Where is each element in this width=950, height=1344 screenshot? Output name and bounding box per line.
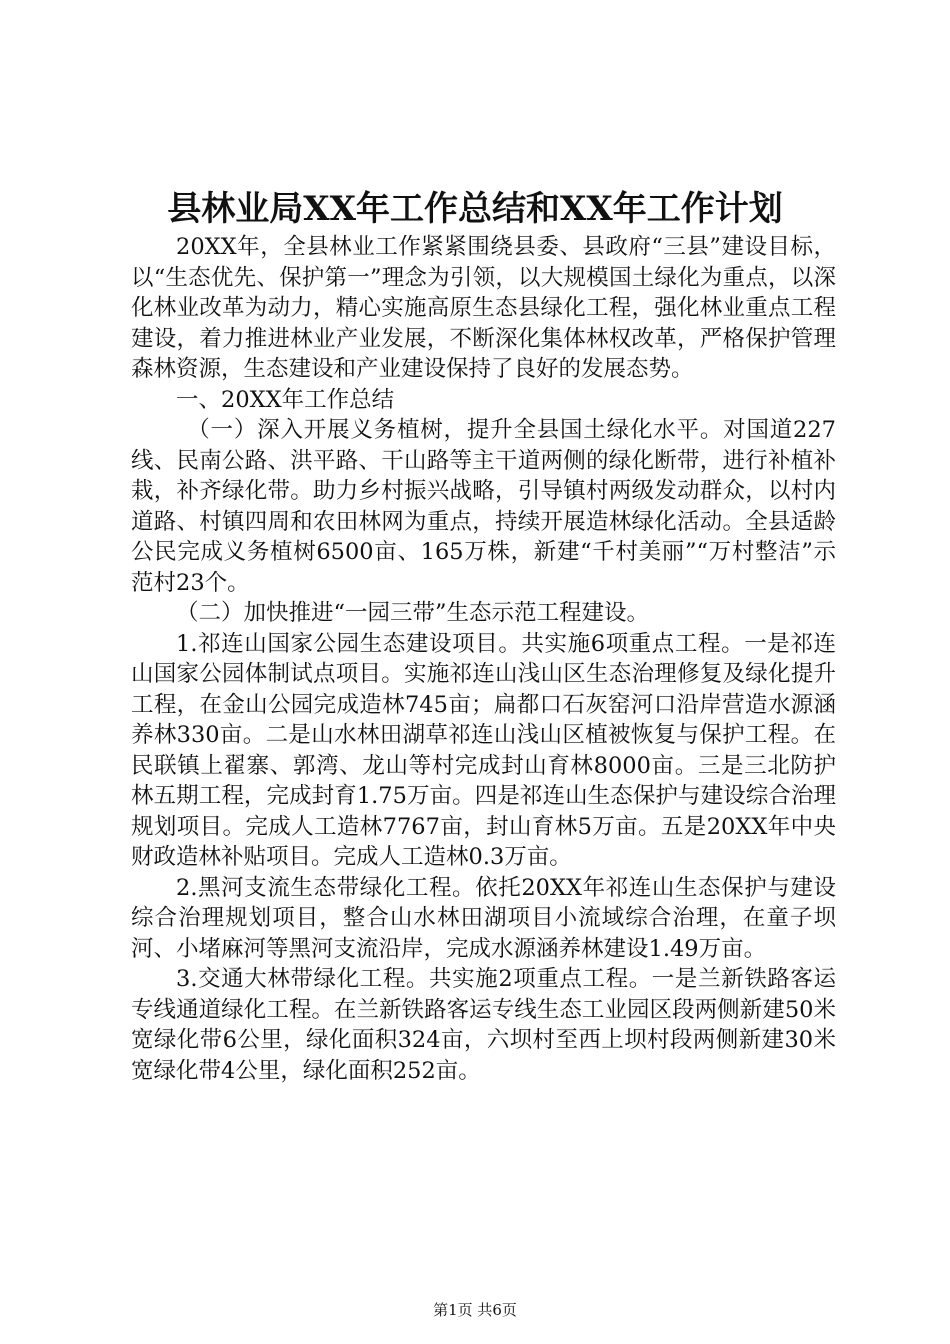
paragraph-tree-planting: （一）深入开展义务植树，提升全县国土绿化水平。对国道227线、民南公路、洪平路、干山路等主干道两侧的绿化断带，进行补植补栽，补齐绿化带。助力乡村振兴战略，引导镇村两级发动群众，以村内道路、村镇四周和农田林网为重点，持续开展造林绿化活动。全县适龄公民完成义务植树6500亩、165万株，新建“千村美丽”“万村整洁”示范村23个。	[131, 417, 836, 596]
document-body	[131, 232, 836, 1086]
page-footer: 第1页 共6页	[433, 1301, 517, 1319]
paragraph-item-1: 1.祁连山国家公园生态建设项目。共实施6项重点工程。一是祁连山国家公园体制试点项目。实施祁连山浅山区生态治理修复及绿化提升工程，在金山公园完成造林745亩；扁都口石灰窑河口沿岸营造水源涵养林330亩。二是山水林田湖草祁连山浅山区植被恢复与保护工程。在民联镇上翟寨、郭湾、龙山等村完成封山育林8000亩。三是三北防护林五期工程，完成封育1.75万亩。四是祁连山生态保护与建设综合治理规划项目。完成人工造林7767亩，封山育林5万亩。五是20XX年中央财政造林补贴项目。完成人工造林0.3万亩。	[131, 630, 836, 870]
paragraph-intro: 20XX年，全县林业工作紧紧围绕县委、县政府“三县”建设目标，以“生态优先、保护第一”理念为引领，以大规模国土绿化为重点，以深化林业改革为动力，精心实施高原生态县绿化工程，强化林业重点工程建设，着力推进林业产业发展，不断深化集体林权改革，严格保护管理森林资源，生态建设和产业建设保持了良好的发展态势。	[131, 234, 836, 382]
document-title: 县林业局XX年工作总结和XX年工作计划	[167, 189, 783, 229]
subsection-heading: （二）加快推进“一园三带”生态示范工程建设。	[176, 600, 650, 626]
paragraph-item-2: 2.黑河支流生态带绿化工程。依托20XX年祁连山生态保护与建设综合治理规划项目，整合山水林田湖项目小流域综合治理，在童子坝河、小堵麻河等黑河支流沿岸，完成水源涵养林建设1.49万亩。	[131, 874, 836, 962]
section-heading: 一、20XX年工作总结	[176, 386, 395, 413]
paragraph-item-3: 3.交通大林带绿化工程。共实施2项重点工程。一是兰新铁路客运专线通道绿化工程。在兰新铁路客运专线生态工业园区段两侧新建50米宽绿化带6公里，绿化面积324亩，六坝村至西上坝村段两侧新建30米宽绿化带4公里，绿化面积252亩。	[131, 966, 836, 1084]
